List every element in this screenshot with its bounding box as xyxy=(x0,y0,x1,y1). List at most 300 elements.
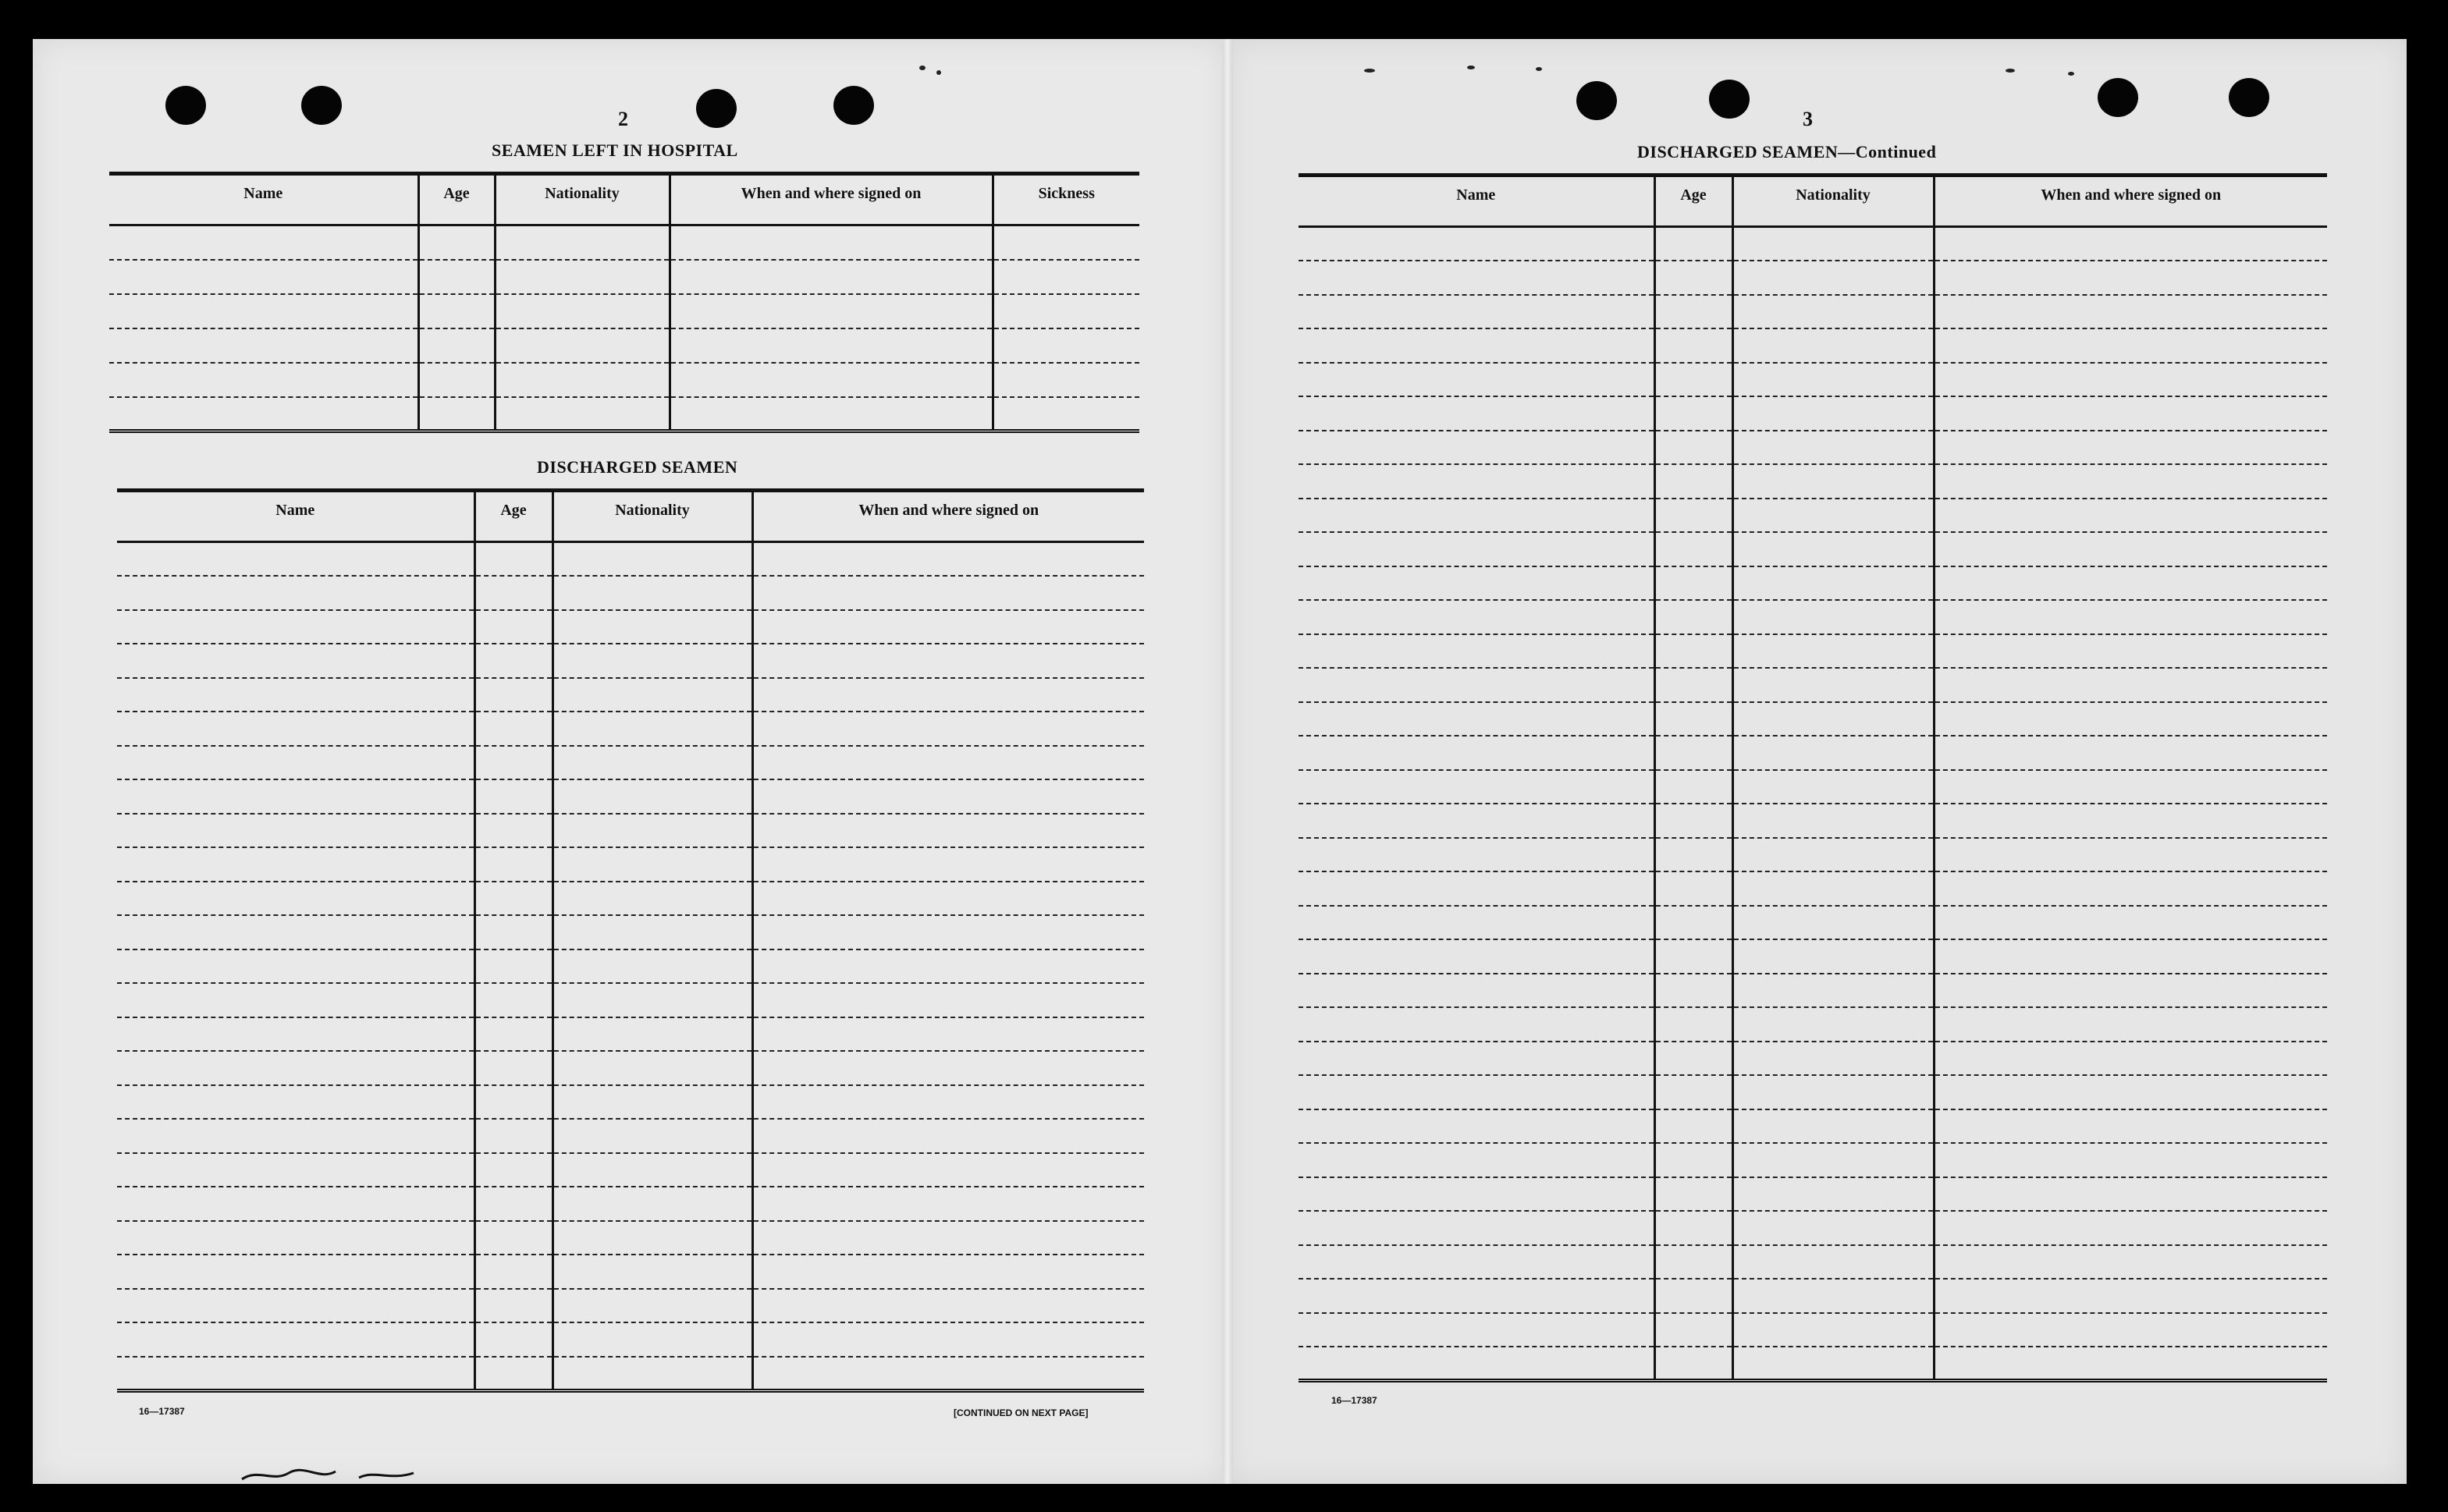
blank-cell xyxy=(474,1187,552,1221)
blank-cell xyxy=(993,294,1139,328)
table-body xyxy=(109,225,1139,431)
table-row xyxy=(109,260,1139,294)
blank-cell xyxy=(1934,871,2327,906)
table-row xyxy=(117,1322,1144,1357)
blank-cell xyxy=(1934,939,2327,974)
blank-cell xyxy=(1934,396,2327,431)
blank-cell xyxy=(552,644,752,678)
blank-cell xyxy=(1934,566,2327,601)
blank-cell xyxy=(474,1255,552,1289)
blank-cell xyxy=(1732,906,1934,940)
blank-cell xyxy=(993,363,1139,397)
blank-cell xyxy=(1299,1075,1654,1109)
table-row xyxy=(117,712,1144,746)
blank-cell xyxy=(1732,702,1934,736)
table-row xyxy=(1299,871,2327,906)
table-row xyxy=(117,542,1144,577)
blank-cell xyxy=(117,1357,474,1391)
blank-cell xyxy=(418,294,495,328)
blank-cell xyxy=(1934,974,2327,1008)
blank-cell xyxy=(495,260,670,294)
blank-cell xyxy=(1732,1042,1934,1076)
blank-cell xyxy=(1934,431,2327,465)
blank-cell xyxy=(117,644,474,678)
column-header-age: Age xyxy=(474,491,552,542)
blank-cell xyxy=(1299,261,1654,295)
blank-cell xyxy=(474,1322,552,1357)
blank-cell xyxy=(1934,1279,2327,1313)
blank-cell xyxy=(1654,1177,1732,1212)
blank-cell xyxy=(552,1322,752,1357)
blank-cell xyxy=(474,949,552,984)
blank-cell xyxy=(495,328,670,363)
blank-cell xyxy=(552,1357,752,1391)
table-row xyxy=(117,1017,1144,1052)
blank-cell xyxy=(1299,499,1654,533)
blank-cell xyxy=(1654,1007,1732,1042)
blank-cell xyxy=(1299,702,1654,736)
blank-cell xyxy=(1934,499,2327,533)
blank-cell xyxy=(1654,1313,1732,1347)
continued-note: [CONTINUED ON NEXT PAGE] xyxy=(954,1407,1089,1418)
table-row xyxy=(1299,499,2327,533)
blank-cell xyxy=(552,779,752,814)
blank-cell xyxy=(1654,1109,1732,1144)
blank-cell xyxy=(1732,1143,1934,1177)
blank-cell xyxy=(1299,1211,1654,1245)
table-row xyxy=(117,644,1144,678)
blank-cell xyxy=(670,294,993,328)
punch-hole-icon xyxy=(1709,80,1750,119)
blank-cell xyxy=(117,915,474,949)
table-row xyxy=(117,882,1144,916)
table-row xyxy=(1299,1042,2327,1076)
blank-cell xyxy=(1934,227,2327,261)
blank-cell xyxy=(552,1289,752,1323)
blank-cell xyxy=(117,814,474,848)
table-row xyxy=(117,983,1144,1017)
blank-cell xyxy=(1299,1042,1654,1076)
blank-cell xyxy=(1934,702,2327,736)
blank-cell xyxy=(1934,668,2327,702)
ink-speck xyxy=(2006,69,2015,73)
blank-cell xyxy=(474,847,552,882)
table-row xyxy=(1299,838,2327,872)
blank-cell xyxy=(1654,974,1732,1008)
table-body xyxy=(117,542,1144,1391)
blank-cell xyxy=(752,1357,1144,1391)
blank-cell xyxy=(1654,906,1732,940)
blank-cell xyxy=(752,847,1144,882)
blank-cell xyxy=(1732,227,1934,261)
blank-cell xyxy=(752,1085,1144,1120)
blank-cell xyxy=(1654,1075,1732,1109)
blank-cell xyxy=(552,1119,752,1153)
table-row xyxy=(1299,464,2327,499)
blank-cell xyxy=(1654,396,1732,431)
section-title-text: DISCHARGED SEAMEN xyxy=(1637,142,1839,161)
blank-cell xyxy=(752,610,1144,644)
blank-cell xyxy=(109,225,418,260)
column-header-age: Age xyxy=(1654,176,1732,227)
column-header-signed-on: When and where signed on xyxy=(670,174,993,225)
blank-cell xyxy=(418,328,495,363)
ink-speck xyxy=(1467,66,1475,69)
ink-speck xyxy=(1536,67,1542,71)
column-header-nationality: Nationality xyxy=(552,491,752,542)
blank-cell xyxy=(1299,939,1654,974)
blank-cell xyxy=(474,644,552,678)
blank-cell xyxy=(1299,1245,1654,1280)
blank-cell xyxy=(1299,532,1654,566)
blank-cell xyxy=(552,1051,752,1085)
table-row xyxy=(1299,1177,2327,1212)
blank-cell xyxy=(552,712,752,746)
table-row xyxy=(117,1051,1144,1085)
table-row xyxy=(117,610,1144,644)
blank-cell xyxy=(1299,736,1654,770)
blank-cell xyxy=(117,949,474,984)
blank-cell xyxy=(1654,261,1732,295)
punch-hole-icon xyxy=(696,89,737,128)
blank-cell xyxy=(1299,804,1654,838)
blank-cell xyxy=(1654,464,1732,499)
blank-cell xyxy=(117,882,474,916)
blank-cell xyxy=(1654,227,1732,261)
blank-cell xyxy=(1934,600,2327,634)
table-row xyxy=(1299,600,2327,634)
blank-cell xyxy=(474,915,552,949)
blank-cell xyxy=(1299,871,1654,906)
table-body xyxy=(1299,227,2327,1381)
blank-cell xyxy=(552,610,752,644)
blank-cell xyxy=(552,678,752,712)
blank-cell xyxy=(1732,770,1934,804)
blank-cell xyxy=(474,1221,552,1255)
blank-cell xyxy=(552,1153,752,1187)
blank-cell xyxy=(117,1221,474,1255)
table-row xyxy=(117,1255,1144,1289)
blank-cell xyxy=(1654,838,1732,872)
table-row xyxy=(109,397,1139,431)
blank-cell xyxy=(418,260,495,294)
blank-cell xyxy=(117,712,474,746)
blank-cell xyxy=(117,1289,474,1323)
blank-cell xyxy=(752,1119,1144,1153)
section-title: SEAMEN LEFT IN HOSPITAL xyxy=(492,140,738,160)
blank-cell xyxy=(495,225,670,260)
blank-cell xyxy=(474,983,552,1017)
punch-hole-icon xyxy=(2098,78,2138,117)
blank-cell xyxy=(1934,906,2327,940)
blank-cell xyxy=(1732,838,1934,872)
blank-cell xyxy=(1299,838,1654,872)
blank-cell xyxy=(1654,1042,1732,1076)
table-row xyxy=(117,949,1144,984)
table-row xyxy=(1299,227,2327,261)
blank-cell xyxy=(1732,1177,1934,1212)
blank-cell xyxy=(1934,532,2327,566)
blank-cell xyxy=(474,1085,552,1120)
blank-cell xyxy=(1732,261,1934,295)
column-header-name: Name xyxy=(109,174,418,225)
blank-cell xyxy=(1732,1211,1934,1245)
blank-cell xyxy=(1732,566,1934,601)
blank-cell xyxy=(1299,1007,1654,1042)
blank-cell xyxy=(552,915,752,949)
blank-cell xyxy=(1934,1177,2327,1212)
punch-hole-icon xyxy=(301,86,342,125)
table-row xyxy=(1299,668,2327,702)
column-header-name: Name xyxy=(117,491,474,542)
blank-cell xyxy=(1654,499,1732,533)
table-row xyxy=(1299,1211,2327,1245)
blank-cell xyxy=(1934,464,2327,499)
blank-cell xyxy=(495,294,670,328)
blank-cell xyxy=(752,814,1144,848)
section-title-suffix: —Continued xyxy=(1838,142,1937,161)
table-row xyxy=(1299,974,2327,1008)
table-row xyxy=(1299,396,2327,431)
discharged-seamen-continued-table xyxy=(1299,173,2327,1382)
blank-cell xyxy=(1934,1245,2327,1280)
blank-cell xyxy=(474,814,552,848)
blank-cell xyxy=(552,542,752,577)
blank-cell xyxy=(1299,431,1654,465)
blank-cell xyxy=(495,397,670,431)
blank-cell xyxy=(1299,600,1654,634)
blank-cell xyxy=(670,328,993,363)
blank-cell xyxy=(474,746,552,780)
blank-cell xyxy=(552,847,752,882)
blank-cell xyxy=(1654,295,1732,329)
blank-cell xyxy=(752,576,1144,610)
table-row xyxy=(1299,1075,2327,1109)
page-fold xyxy=(1222,39,1233,1484)
table-row xyxy=(1299,906,2327,940)
form-number: 16—17387 xyxy=(1331,1395,1377,1406)
table-row xyxy=(117,746,1144,780)
blank-cell xyxy=(752,1187,1144,1221)
table-row xyxy=(117,1357,1144,1391)
blank-cell xyxy=(1732,634,1934,669)
column-header-signed-on: When and where signed on xyxy=(752,491,1144,542)
blank-cell xyxy=(752,915,1144,949)
blank-cell xyxy=(1934,634,2327,669)
blank-cell xyxy=(109,363,418,397)
blank-cell xyxy=(1934,1211,2327,1245)
blank-cell xyxy=(474,1153,552,1187)
blank-cell xyxy=(474,610,552,644)
column-header-nationality: Nationality xyxy=(1732,176,1934,227)
blank-cell xyxy=(474,779,552,814)
blank-cell xyxy=(1732,1007,1934,1042)
table-row xyxy=(1299,736,2327,770)
blank-cell xyxy=(1654,871,1732,906)
blank-cell xyxy=(1732,668,1934,702)
blank-cell xyxy=(495,363,670,397)
blank-cell xyxy=(117,576,474,610)
table-row xyxy=(117,678,1144,712)
table-row xyxy=(117,1085,1144,1120)
blank-cell xyxy=(418,363,495,397)
blank-cell xyxy=(474,882,552,916)
blank-cell xyxy=(1934,328,2327,363)
blank-cell xyxy=(1934,736,2327,770)
handwritten-mark xyxy=(234,1465,437,1484)
blank-cell xyxy=(552,1085,752,1120)
blank-cell xyxy=(1732,1109,1934,1144)
blank-cell xyxy=(1299,363,1654,397)
punch-hole-icon xyxy=(833,86,874,125)
table-row xyxy=(1299,634,2327,669)
blank-cell xyxy=(117,1187,474,1221)
punch-hole-icon xyxy=(165,86,206,125)
blank-cell xyxy=(1654,532,1732,566)
blank-cell xyxy=(1299,566,1654,601)
blank-cell xyxy=(474,678,552,712)
blank-cell xyxy=(117,1017,474,1052)
blank-cell xyxy=(993,225,1139,260)
blank-cell xyxy=(993,397,1139,431)
blank-cell xyxy=(752,1153,1144,1187)
table-row xyxy=(117,1153,1144,1187)
section-title xyxy=(1637,142,1936,162)
blank-cell xyxy=(474,1119,552,1153)
blank-cell xyxy=(1934,363,2327,397)
blank-cell xyxy=(1732,396,1934,431)
table-row xyxy=(1299,532,2327,566)
table-row xyxy=(117,1187,1144,1221)
table-row xyxy=(1299,1245,2327,1280)
blank-cell xyxy=(1299,464,1654,499)
table-row xyxy=(1299,804,2327,838)
blank-cell xyxy=(1732,328,1934,363)
blank-cell xyxy=(552,1221,752,1255)
blank-cell xyxy=(1654,1211,1732,1245)
blank-cell xyxy=(1732,1313,1934,1347)
table-row xyxy=(1299,939,2327,974)
table-row xyxy=(1299,702,2327,736)
seamen-left-in-hospital-table xyxy=(109,172,1139,433)
blank-cell xyxy=(1934,1347,2327,1381)
blank-cell xyxy=(1654,702,1732,736)
blank-cell xyxy=(117,610,474,644)
table-row xyxy=(1299,261,2327,295)
table-row xyxy=(1299,770,2327,804)
table-row xyxy=(117,915,1144,949)
table-row xyxy=(117,814,1144,848)
blank-cell xyxy=(1299,1313,1654,1347)
blank-cell xyxy=(752,1221,1144,1255)
blank-cell xyxy=(752,678,1144,712)
blank-cell xyxy=(1654,1347,1732,1381)
blank-cell xyxy=(117,1051,474,1085)
table-row xyxy=(1299,431,2327,465)
blank-cell xyxy=(1654,804,1732,838)
blank-cell xyxy=(1654,770,1732,804)
blank-cell xyxy=(109,260,418,294)
ink-speck xyxy=(1364,69,1375,73)
ink-speck xyxy=(936,70,941,75)
blank-cell xyxy=(752,1289,1144,1323)
blank-cell xyxy=(1654,634,1732,669)
page-number: 2 xyxy=(618,108,628,130)
blank-cell xyxy=(1934,1313,2327,1347)
discharged-seamen-table xyxy=(117,488,1144,1393)
column-header-name: Name xyxy=(1299,176,1654,227)
blank-cell xyxy=(117,983,474,1017)
blank-cell xyxy=(670,397,993,431)
blank-cell xyxy=(1299,396,1654,431)
table-row xyxy=(117,1119,1144,1153)
table-row xyxy=(1299,1143,2327,1177)
table-row xyxy=(1299,1347,2327,1381)
blank-cell xyxy=(1934,295,2327,329)
blank-cell xyxy=(752,1322,1144,1357)
table-row xyxy=(117,576,1144,610)
blank-cell xyxy=(1732,871,1934,906)
table-row xyxy=(1299,1313,2327,1347)
blank-cell xyxy=(1732,1347,1934,1381)
blank-cell xyxy=(752,712,1144,746)
table-row xyxy=(1299,566,2327,601)
blank-cell xyxy=(1654,1245,1732,1280)
blank-cell xyxy=(1299,906,1654,940)
blank-cell xyxy=(1654,939,1732,974)
blank-cell xyxy=(1654,736,1732,770)
table-row xyxy=(109,294,1139,328)
blank-cell xyxy=(552,746,752,780)
table-row xyxy=(1299,328,2327,363)
blank-cell xyxy=(670,260,993,294)
blank-cell xyxy=(1934,1007,2327,1042)
blank-cell xyxy=(474,1289,552,1323)
blank-cell xyxy=(1299,1279,1654,1313)
blank-cell xyxy=(552,983,752,1017)
blank-cell xyxy=(117,746,474,780)
table-row xyxy=(109,328,1139,363)
blank-cell xyxy=(1934,261,2327,295)
blank-cell xyxy=(117,542,474,577)
blank-cell xyxy=(1732,431,1934,465)
blank-cell xyxy=(752,746,1144,780)
blank-cell xyxy=(752,949,1144,984)
ink-speck xyxy=(2068,72,2074,76)
blank-cell xyxy=(1732,532,1934,566)
blank-cell xyxy=(1934,1042,2327,1076)
blank-cell xyxy=(1732,1279,1934,1313)
blank-cell xyxy=(117,1153,474,1187)
form-number: 16—17387 xyxy=(139,1406,185,1417)
blank-cell xyxy=(1654,566,1732,601)
blank-cell xyxy=(752,1051,1144,1085)
blank-cell xyxy=(1299,1177,1654,1212)
blank-cell xyxy=(752,542,1144,577)
section-title: DISCHARGED SEAMEN xyxy=(537,457,738,477)
blank-cell xyxy=(1732,295,1934,329)
blank-cell xyxy=(1732,363,1934,397)
blank-cell xyxy=(1934,1143,2327,1177)
blank-cell xyxy=(552,1187,752,1221)
blank-cell xyxy=(1654,363,1732,397)
table-row xyxy=(109,225,1139,260)
blank-cell xyxy=(109,397,418,431)
blank-cell xyxy=(993,260,1139,294)
blank-cell xyxy=(1732,804,1934,838)
blank-cell xyxy=(1299,227,1654,261)
table-row xyxy=(117,779,1144,814)
